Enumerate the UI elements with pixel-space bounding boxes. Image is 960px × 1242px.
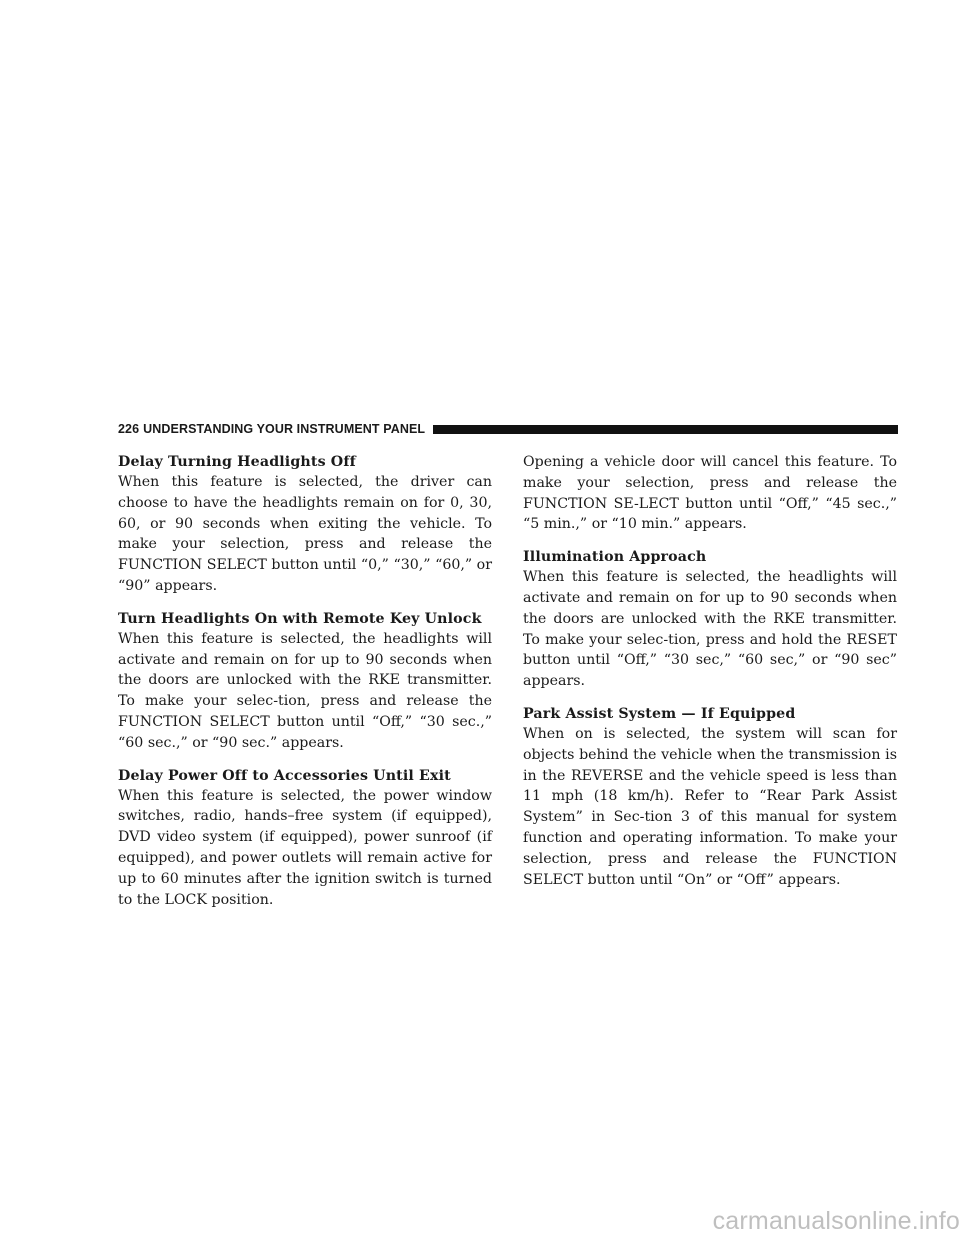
section-body-delay-headlights-off: When this feature is selected, the driver can choose to have the headlights remain on for 0, 30, 60, or 90 seconds when exiting the vehicle. To make your selection, press and release the FUNCTION SELECT button until “0,” “30,” “60,” or “90” appears.	[118, 474, 492, 594]
section-title-delay-power-off: Delay Power Off to Accessories Until Exit	[118, 767, 451, 784]
section-title-illumination-approach: Illumination Approach	[523, 549, 707, 566]
header-rule	[433, 425, 898, 434]
site-watermark: carmanualsonline.info	[712, 1207, 960, 1235]
section-body-headlights-remote-unlock: When this feature is selected, the headlights will activate and remain on for up to 90 seconds when the doors are unlocked with the RKE transmitter. To make your selec-tion, press and release the FUNCTION SELECT button until “Off,” “30 sec.,” “60 sec.,” or “90 sec.” appears.	[118, 630, 492, 751]
section-title-headlights-remote-unlock: Turn Headlights On with Remote Key Unlock	[118, 610, 482, 627]
left-column	[118, 452, 492, 910]
section-title-delay-headlights-off: Delay Turning Headlights Off	[118, 454, 356, 470]
page-number: 226	[118, 422, 140, 436]
page-header	[118, 421, 898, 437]
section-body-illumination-approach: When this feature is selected, the headlights will activate and remain on for up to 90 seconds when the doors are unlocked with the RKE transmitter. To make your selec-tion, press and hold the RESET button until “Off,” “30 sec,” “60 sec,” or “90 sec” appears.	[523, 569, 897, 690]
right-column	[523, 452, 897, 890]
chapter-title: UNDERSTANDING YOUR INSTRUMENT PANEL	[143, 422, 426, 436]
section-body-delay-power-off: When this feature is selected, the power window switches, radio, hands–free system (if equipped), DVD video system (if equipped), power sunroof (if equipped), and power outlets will remain active for up to 60 minutes after the ignition switch is turned to the LOCK position.	[118, 787, 492, 908]
section-body-park-assist: When on is selected, the system will scan for objects behind the vehicle when the transmission is in the REVERSE and the vehicle speed is less than 11 mph (18 km/h). Refer to “Rear Park Assist System” in Sec-tion 3 of this manual for system function and operating information. To make your selection, press and release the FUNCTION SELECT button until “On” or “Off” appears.	[523, 725, 897, 888]
section-title-park-assist: Park Assist System — If Equipped	[523, 705, 796, 722]
continued-paragraph: Opening a vehicle door will cancel this feature. To make your selection, press and release the FUNCTION SE-LECT button until “Off,” “45 sec.,” “5 min.,” or “10 min.” appears.	[523, 454, 897, 533]
